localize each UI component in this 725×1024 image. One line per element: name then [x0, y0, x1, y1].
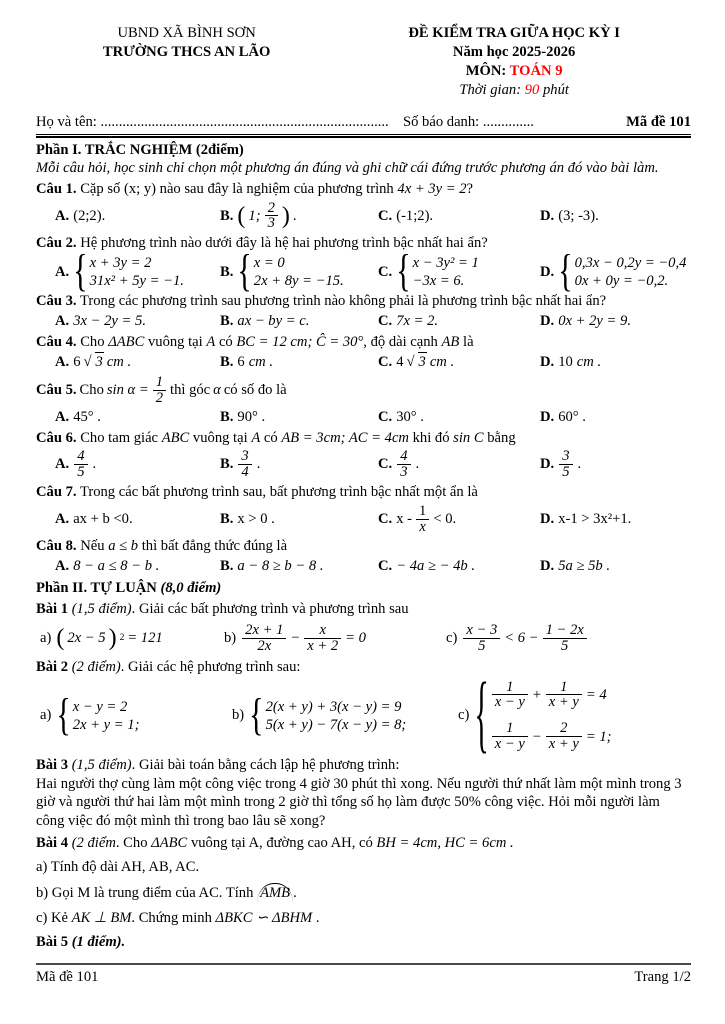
- bai2-item-b: b) { 2(x + y) + 3(x − y) = 9 5(x + y) − 7(x − y) = 8;: [232, 690, 407, 740]
- bai4-item-c: c) Kẻ AK ⊥ BM. Chứng minh ΔBKC ∽ ΔBHM .: [36, 909, 320, 926]
- q4-option-d: D. 10 cm .: [540, 353, 602, 370]
- bai1-item-a: a) ( 2x − 5 ) 2 = 121: [40, 625, 163, 652]
- q1-option-d: D. (3; -3).: [540, 207, 599, 224]
- subject-name: TOÁN 9: [509, 62, 563, 79]
- q5-option-d: D. 60° .: [540, 408, 586, 425]
- question-3: [36, 292, 691, 330]
- exam-time: Thời gian: 90 phút: [459, 81, 569, 98]
- q2-statement: Câu 2. Hệ phương trình nào dưới đây là hệ hai phương trình bậc nhất hai ẩn?: [36, 235, 488, 252]
- system: { x + 3y = 2 31x² + 5y = −1.: [73, 246, 184, 297]
- footer-code: Mã đề 101: [36, 969, 99, 985]
- bai1-header: Bài 1 (1,5 điểm). Giải các bất phương trình và phương trình sau: [36, 601, 409, 618]
- q2-option-a: A. { x + 3y = 2 31x² + 5y = −1.: [55, 246, 184, 297]
- q6-option-c: C. $\frac{4}{3}$ .: [378, 448, 420, 481]
- q4-statement: Câu 4. Cho ΔABC vuông tại A có BC = 12 cm; Ĉ = 30°, độ dài cạnh AB là: [36, 333, 474, 350]
- name-dots: ...............................................................................: [100, 113, 389, 130]
- q2-option-b: B. { x = 0 2x + 8y = −15.: [220, 246, 344, 297]
- system: { x = 0 2x + 8y = −15.: [237, 246, 344, 297]
- org-line1: UBND XÃ BÌNH SƠN: [117, 25, 256, 41]
- bai3-body: Hai người thợ cùng làm một công việc trong 4 giờ 30 phút thì xong. Nếu người thứ nhất làm một mình trong 3 giờ và người thứ hai làm một mình trong 2 giờ thì tổng số họ làm được 50% công việc. Hỏi mỗi người làm công việc đó một mình thì trong bao lâu sẽ xong?: [36, 775, 682, 830]
- q7-option-a: A. ax + b <0.: [55, 510, 133, 527]
- q5-option-b: B. 90° .: [220, 408, 266, 425]
- angle-arc: AMB: [257, 883, 293, 903]
- part2-title: Phần II. TỰ LUẬN (8,0 điểm): [36, 579, 222, 596]
- q7-option-b: B. x > 0 .: [220, 510, 275, 527]
- question-2: [36, 234, 691, 297]
- bai2-item-c: c) { $\frac{1}{x - y}$ + $\frac{1}{x + y}$ = 4 $\frac{1}{x - y}$ − $\frac{2}{x + y}$ = 1;: [458, 666, 612, 763]
- bai-3: [36, 756, 691, 831]
- divider-rule: [36, 134, 691, 138]
- bai4-item-b: b) Gọi M là trung điểm của AC. Tính AMB .: [36, 885, 297, 902]
- q2-option-d: D. { 0,3x − 0,2y = −0,4 0x + 0y = −0,2.: [540, 246, 687, 297]
- system: { x − 3y² = 1 −3x = 6.: [396, 246, 479, 297]
- exam-subject: MÔN: TOÁN 9: [465, 62, 563, 79]
- info-row: [36, 113, 691, 132]
- time-value: 90: [524, 81, 540, 98]
- bai1-items: [36, 622, 691, 655]
- sqrt-icon: √: [406, 353, 415, 370]
- bai4-header: Bài 4 (2 điểm. Cho ΔABC vuông tại A, đường cao AH, có BH = 4cm, HC = 6cm .: [36, 834, 514, 851]
- q7-options: [36, 503, 691, 536]
- q5-option-c: C. 30° .: [378, 408, 424, 425]
- q3-option-b: B. ax − by = c.: [220, 313, 310, 330]
- system: { 0,3x − 0,2y = −0,4 0x + 0y = −0,2.: [558, 246, 687, 297]
- exam-year: Năm học 2025-2026: [452, 43, 576, 60]
- q3-statement: Câu 3. Trong các phương trình sau phương trình nào không phải là phương trình bậc nhất hai ẩn?: [36, 293, 607, 310]
- sqrt-icon: √: [83, 353, 92, 370]
- header: [36, 24, 691, 100]
- q8-statement: Câu 8. Nếu a ≤ b thì bất đẳng thức đúng là: [36, 538, 288, 555]
- q7-option-d: D. x-1 > 3x²+1.: [540, 510, 632, 527]
- q2-option-c: C. { x − 3y² = 1 −3x = 6.: [378, 246, 479, 297]
- name-field: Họ và tên: ...............................................................................: [36, 113, 389, 130]
- bai4-item-a: a) Tính độ dài AH, AB, AC.: [36, 859, 200, 876]
- bai-4: [36, 834, 691, 928]
- q1-option-a: A. (2;2).: [55, 207, 106, 224]
- header-exam: [337, 24, 691, 100]
- system: { $\frac{1}{x - y}$ + $\frac{1}{x + y}$ = 4 $\frac{1}{x - y}$ − $\frac{2}{x + y}$ = 1;: [474, 666, 612, 763]
- part1-title: Phần I. TRẮC NGHIỆM (2điểm): [36, 141, 244, 158]
- q5-statement: Câu 5. Cho sin α = $\frac{1}{2}$ thì góc α có số đo là: [36, 374, 287, 407]
- q7-statement: Câu 7. Trong các bất phương trình sau, bất phương trình bậc nhất một ẩn là: [36, 483, 478, 500]
- q5-options: [36, 408, 691, 427]
- q3-option-d: D. 0x + 2y = 9.: [540, 313, 631, 330]
- bai3-header: Bài 3 (1,5 điểm). Giải bài toán bằng cách lập hệ phương trình:: [36, 757, 400, 774]
- q1-option-b: B. ( 1; $\frac{2}{3}$ ) .: [220, 199, 297, 232]
- question-7: [36, 483, 691, 535]
- exam-code: Mã đề 101: [626, 113, 691, 130]
- footer-page: Trang 1/2: [634, 969, 691, 985]
- system: { 2(x + y) + 3(x − y) = 9 5(x + y) − 7(x − y) = 8;: [249, 690, 407, 740]
- part1-instruction: Mỗi câu hỏi, học sinh chỉ chọn một phương án đúng và ghi chữ cái đứng trước phương án đó vào bài làm.: [36, 160, 659, 177]
- sbd-dots: ..............: [482, 113, 534, 130]
- q4-options: [36, 352, 691, 372]
- header-org: [36, 24, 337, 100]
- question-8: [36, 537, 691, 575]
- question-4: [36, 333, 691, 372]
- q6-options: [36, 448, 691, 481]
- bai-1: [36, 600, 691, 654]
- q8-option-c: C. − 4a ≥ − 4b .: [378, 558, 475, 575]
- footer: [36, 963, 691, 987]
- question-1: [36, 180, 691, 232]
- bai2-header: Bài 2 (2 điểm). Giải các hệ phương trình sau:: [36, 658, 301, 675]
- q1-options: [36, 200, 691, 233]
- bai2-item-a: a) { x − y = 2 2x + y = 1;: [40, 690, 140, 740]
- bai1-item-c: c) $\frac{x - 3}{5}$ < 6 − $\frac{1 - 2x}{5}$: [446, 622, 691, 655]
- system: { x − y = 2 2x + y = 1;: [56, 690, 140, 740]
- q8-option-a: A. 8 − a ≤ 8 − b .: [55, 558, 160, 575]
- q8-options: [36, 557, 691, 576]
- org-line2: TRƯỜNG THCS AN LÃO: [102, 43, 271, 60]
- question-6: [36, 429, 691, 481]
- sbd-field: Số báo danh: ..............: [403, 113, 534, 130]
- q6-option-d: D. $\frac{3}{5}$ .: [540, 448, 582, 481]
- q8-option-d: D. 5a ≥ 5b .: [540, 558, 610, 575]
- q4-option-b: B. 6 cm .: [220, 353, 274, 370]
- q1-statement: Câu 1. Cặp số (x; y) nào sau đây là nghiệm của phương trình 4x + 3y = 2?: [36, 180, 474, 197]
- q3-options: [36, 312, 691, 331]
- q8-option-b: B. a − 8 ≥ b − 8 .: [220, 558, 324, 575]
- q3-option-c: C. 7x = 2.: [378, 313, 439, 330]
- q1-option-c: C. (-1;2).: [378, 207, 434, 224]
- q7-option-c: C. x - $\frac{1}{x}$ < 0.: [378, 502, 457, 535]
- q4-option-c: C. 4 √ 3 cm .: [378, 353, 455, 371]
- exam-title: ĐỀ KIỂM TRA GIỮA HỌC KỲ I: [408, 25, 620, 41]
- bai-2: [36, 658, 691, 763]
- bai-5: Bài 5 (1 điểm).: [36, 934, 126, 951]
- question-5: [36, 374, 691, 426]
- bai1-item-b: b) $\frac{2x + 1}{2x}$ − $\frac{x}{x + 2}$ = 0: [224, 622, 366, 654]
- q6-option-a: A. $\frac{4}{5}$ .: [55, 448, 97, 481]
- q6-statement: Câu 6. Cho tam giác ABC vuông tại A có AB = 3cm; AC = 4cm khi đó sin C bằng: [36, 429, 516, 446]
- q5-option-a: A. 45° .: [55, 408, 101, 425]
- q4-option-a: A. 6 √ 3 cm .: [55, 353, 132, 371]
- q6-option-b: B. $\frac{3}{4}$ .: [220, 448, 261, 481]
- q3-option-a: A. 3x − 2y = 5.: [55, 313, 146, 330]
- q2-options: [36, 246, 691, 297]
